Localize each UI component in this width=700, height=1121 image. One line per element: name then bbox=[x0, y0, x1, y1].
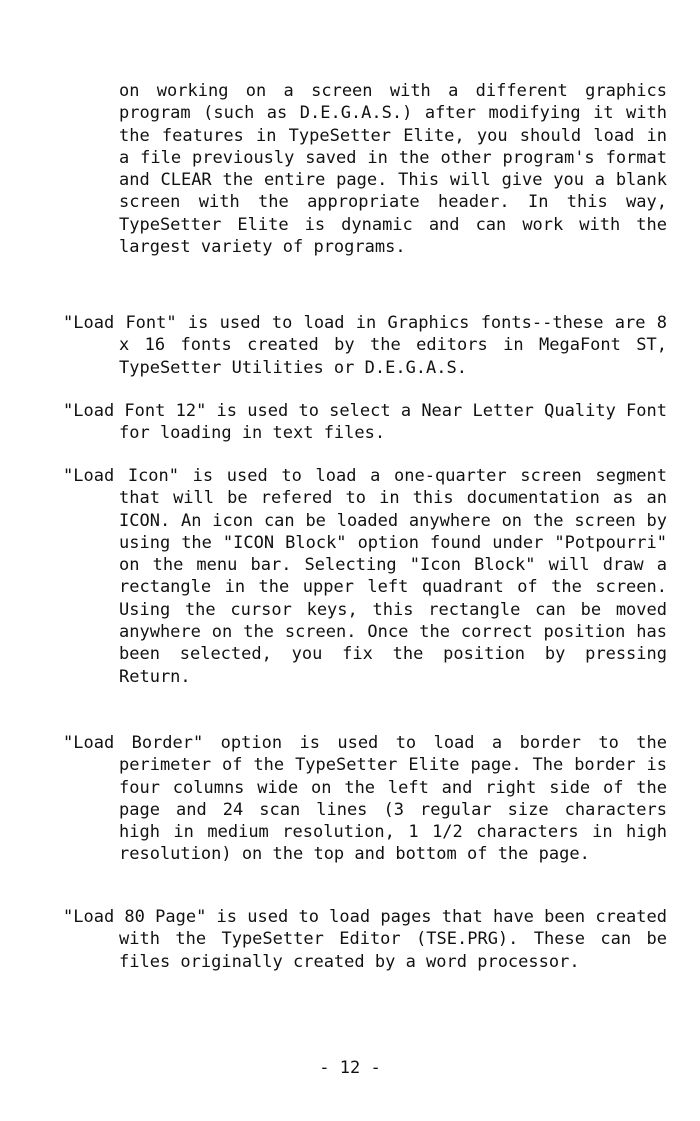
load-font-paragraph bbox=[63, 312, 667, 379]
load-font-12-paragraph bbox=[63, 400, 667, 445]
page-number: - 12 - bbox=[319, 1058, 381, 1078]
load-font-12-text: "Load Font 12" is used to select a Near Letter Quality Font for loading in text files. bbox=[63, 401, 667, 444]
load-border-paragraph bbox=[63, 732, 667, 866]
intro-text: on working on a screen with a different graphics program (such as D.E.G.A.S.) after modifying it with the features in TypeSetter Elite, you should load in a file previously saved in the other program's format and CLEAR the entire page. This will give you a blank screen with the appropriate header. In this way, TypeSetter Elite is dynamic and can work with the largest variety of programs. bbox=[119, 81, 667, 258]
load-icon-paragraph bbox=[63, 465, 667, 688]
intro-paragraph bbox=[119, 80, 667, 258]
load-80-page-paragraph bbox=[63, 906, 667, 973]
load-border-text: "Load Border" option is used to load a border to the perimeter of the TypeSetter Elite page. The border is four columns wide on the left and right side of the page and 24 scan lines (3 regular size characters high in medium resolution, 1 1/2 characters in high resolution) on the top and bottom of the page. bbox=[63, 733, 667, 865]
load-font-text: "Load Font" is used to load in Graphics fonts--these are 8 x 16 fonts created by the editors in MegaFont ST, TypeSetter Utilities or D.E.G.A.S. bbox=[63, 313, 667, 378]
load-icon-text: "Load Icon" is used to load a one-quarter screen segment that will be refered to in this documentation as an ICON. An icon can be loaded anywhere on the screen by using the "ICON Block" option found under "Potpourri" on the menu bar. Selecting "Icon Block" will draw a rectangle in the upper left quadrant of the screen. Using the cursor keys, this rectangle can be moved anywhere on the screen. Once the correct position has been selected, you fix the position by pressing Return. bbox=[63, 466, 667, 687]
load-80-page-text: "Load 80 Page" is used to load pages that have been created with the TypeSetter Editor (TSE.PRG). These can be files originally created by a word processor. bbox=[63, 907, 667, 972]
